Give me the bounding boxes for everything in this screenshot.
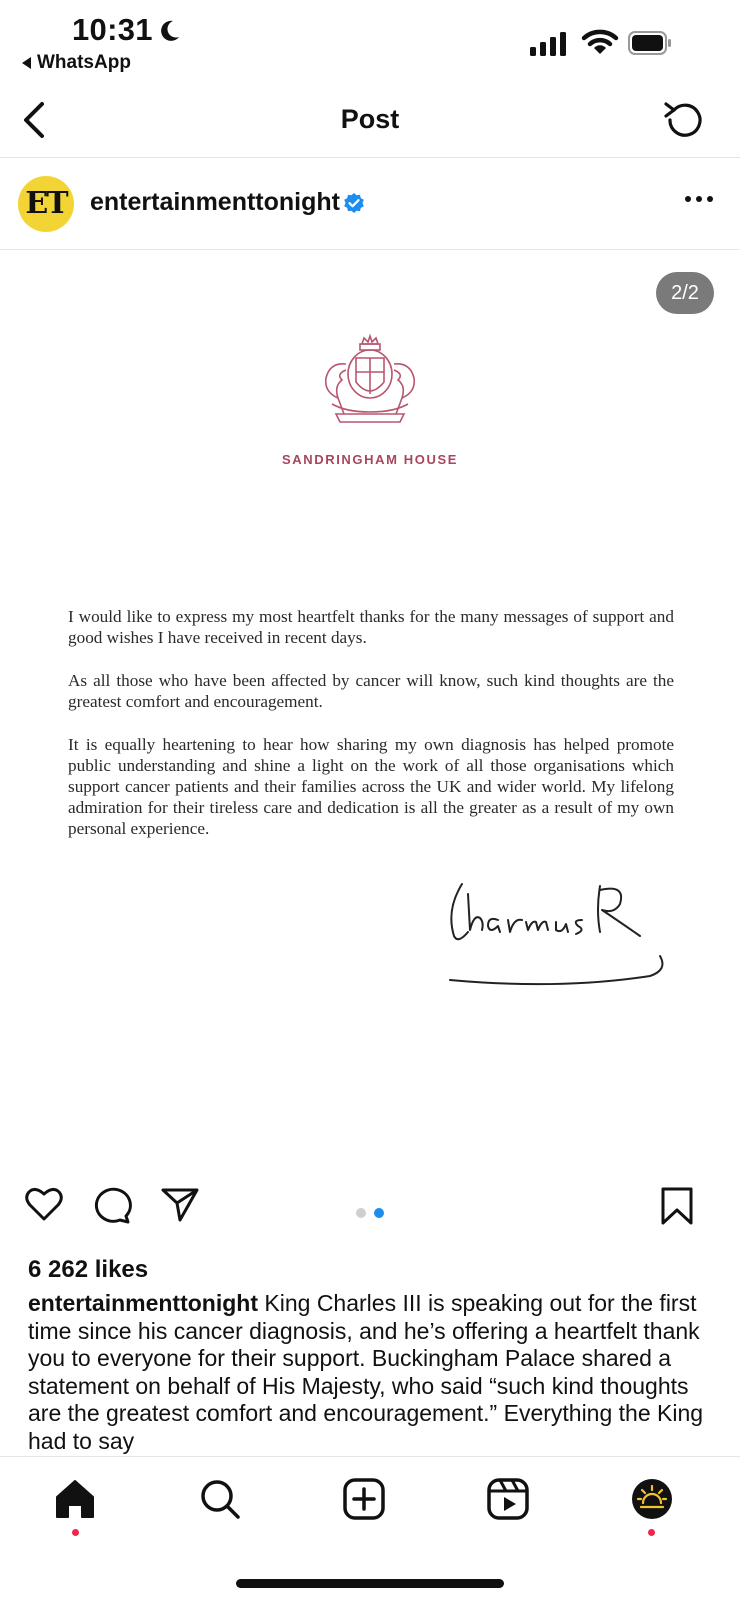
wifi-icon [582,28,618,56]
letter-paragraph: I would like to express my most heartfelt thanks for the many messages of support and good wishes I have received in recent days. [68,607,674,647]
moon-icon [156,18,182,44]
refresh-icon[interactable] [660,98,706,142]
create-icon[interactable] [342,1477,386,1521]
carousel-counter: 2/2 [656,272,714,314]
avatar-logo-text: ET [25,186,67,221]
send-icon[interactable] [160,1186,200,1224]
heart-icon[interactable] [24,1186,64,1222]
search-icon[interactable] [198,1477,242,1521]
action-bar [0,1168,740,1240]
back-triangle-icon [22,57,31,69]
home-indicator [236,1579,504,1588]
carousel-dots [356,1208,384,1218]
caption-username[interactable]: entertainmenttonight [28,1290,258,1316]
home-icon[interactable] [53,1477,97,1521]
more-options-icon[interactable] [684,194,714,204]
verified-badge-icon [343,192,365,214]
back-to-app-link[interactable] [22,52,131,74]
cellular-signal-icon [530,32,568,56]
back-app-label: WhatsApp [37,52,131,73]
status-time: 10:31 [72,12,153,47]
carousel-dot [356,1208,366,1218]
profile-notification-dot [648,1529,655,1536]
post-username[interactable]: entertainmenttonight [90,188,340,216]
home-notification-dot [72,1529,79,1536]
bottom-tab-bar [0,1456,740,1600]
letter-body [68,606,674,861]
letter-paragraph: It is equally heartening to hear how sharing my own diagnosis has helped promote public understanding and shine a light on the work of all those organisations which support cancer patients and their families across the UK and wider world. My lifelong admiration for their tireless care and dedication is all the greater as a result of my own personal experience. [68,735,674,838]
battery-icon [628,31,672,55]
post-image[interactable] [0,250,740,1168]
likes-count[interactable]: 6 262 likes [28,1256,149,1283]
letter-paragraph: As all those who have been affected by cancer will know, such kind thoughts are the greatest comfort and encouragement. [68,671,674,711]
avatar[interactable] [18,176,74,232]
caption-text: King Charles III is speaking out for the first time since his cancer diagnosis, and he’s offering a heartfelt thank you to everyone for their support. Buckingham Palace shared a statement on behalf of His Majesty, who said “such kind thoughts are the greatest comfort and encouragement.” Everything the King had to say [28,1290,704,1454]
letterhead: SANDRINGHAM HOUSE [282,452,458,467]
comment-icon[interactable] [92,1186,132,1224]
bookmark-icon[interactable] [660,1186,694,1226]
handwritten-signature [440,870,680,1010]
reels-icon[interactable] [486,1477,530,1521]
carousel-dot-active [374,1208,384,1218]
post-header [0,158,740,250]
nav-header [0,84,740,158]
status-bar [0,0,740,84]
profile-avatar[interactable] [630,1477,674,1521]
post-caption [28,1290,718,1454]
page-title: Post [340,104,400,134]
royal-crest-icon [316,334,424,434]
